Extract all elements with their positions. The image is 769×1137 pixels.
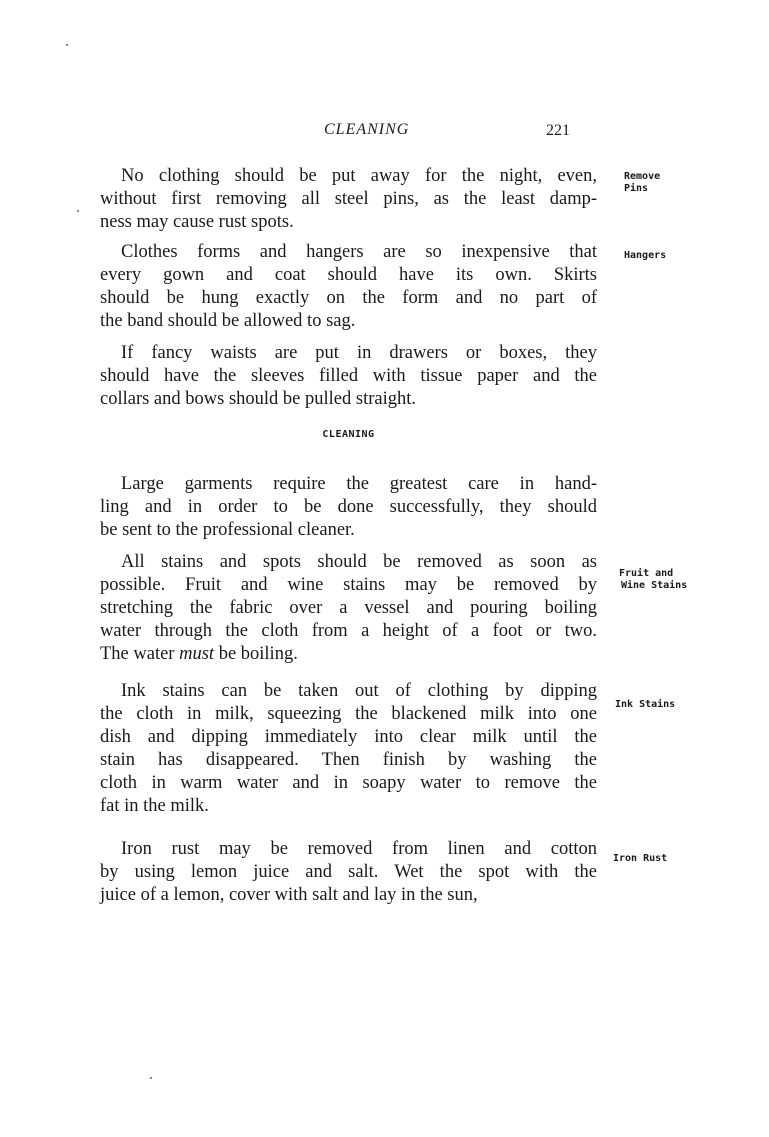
margin-note-line: Pins: [624, 183, 649, 194]
line-text: be sent to the professional cleaner.: [100, 520, 355, 540]
text-line: [100, 165, 597, 188]
line-text: possible. Fruit and wine stains may be removed by: [100, 575, 597, 595]
line-text: ness may cause rust spots.: [100, 212, 294, 232]
text-line: [100, 884, 597, 907]
text-line: [100, 241, 597, 264]
margin-note: [619, 568, 687, 592]
margin-note: [624, 250, 666, 262]
margin-note-line: Iron Rust: [613, 853, 668, 864]
line-text: cloth in warm water and in soapy water to remove the: [100, 773, 597, 793]
paragraph: [100, 473, 597, 542]
text-line: [100, 795, 597, 818]
text-line: [100, 749, 597, 772]
running-head: CLEANING: [324, 121, 410, 138]
line-text: All stains and spots should be removed as soon as: [121, 552, 597, 572]
line-text: If fancy waists are put in drawers or boxes, they: [121, 343, 597, 363]
paragraph: [100, 680, 597, 818]
line-text: fat in the milk.: [100, 796, 209, 816]
text-line: [100, 574, 597, 597]
paragraph: [100, 342, 597, 411]
line-text: ling and in order to be done successfully, they should: [100, 497, 597, 517]
text-line: [100, 188, 597, 211]
line-text: stain has disappeared. Then finish by washing the: [100, 750, 597, 770]
paragraph: [100, 165, 597, 234]
text-line: [100, 496, 597, 519]
text-line: [100, 551, 597, 574]
margin-note-line: Remove: [624, 171, 661, 182]
line-text: the band should be allowed to sag.: [100, 311, 356, 331]
line-text: should have the sleeves filled with tissue paper and the: [100, 366, 597, 386]
margin-note-line: Wine Stains: [621, 580, 688, 591]
line-text: stretching the fabric over a vessel and pouring boiling: [100, 598, 597, 618]
margin-note-line: Fruit and: [619, 568, 674, 579]
text-line: [100, 287, 597, 310]
paragraph: [100, 838, 597, 907]
text-line: [100, 838, 597, 861]
paragraph: [100, 241, 597, 333]
scan-speck: [66, 44, 68, 46]
text-line: [100, 703, 597, 726]
line-text: The water: [100, 644, 180, 664]
margin-note: [624, 171, 660, 195]
emphasis-text: must: [179, 644, 215, 664]
text-line: [100, 597, 597, 620]
line-text: without first removing all steel pins, as the least damp-: [100, 189, 597, 209]
text-line: [100, 620, 597, 643]
text-line: [100, 473, 597, 496]
text-line: [100, 519, 597, 542]
section-heading: CLEANING: [322, 429, 375, 440]
text-line: [100, 310, 597, 333]
line-text: the cloth in milk, squeezing the blackened milk into one: [100, 704, 597, 724]
margin-note: [613, 853, 667, 865]
line-text: collars and bows should be pulled straight.: [100, 389, 416, 409]
line-text: Large garments require the greatest care in hand-: [121, 474, 597, 494]
text-line: [100, 643, 597, 666]
scan-speck: [150, 1077, 152, 1079]
line-text: Clothes forms and hangers are so inexpensive that: [121, 242, 597, 262]
text-line: [100, 772, 597, 795]
margin-note-line: Hangers: [624, 250, 667, 261]
text-line: [100, 365, 597, 388]
scan-speck: [77, 210, 79, 212]
text-line: [100, 342, 597, 365]
line-text: No clothing should be put away for the night, even,: [121, 166, 597, 186]
text-line: [100, 680, 597, 703]
text-line: [100, 726, 597, 749]
text-line: [100, 388, 597, 411]
line-text: dish and dipping immediately into clear milk until the: [100, 727, 597, 747]
margin-note-line: Ink Stains: [615, 699, 676, 710]
paragraph: [100, 551, 597, 666]
line-text: Ink stains can be taken out of clothing by dipping: [121, 681, 597, 701]
line-text: juice of a lemon, cover with salt and lay in the sun,: [100, 885, 478, 905]
line-text: be boiling.: [214, 644, 298, 664]
text-line: [100, 861, 597, 884]
text-line: [100, 264, 597, 287]
line-text: water through the cloth from a height of a foot or two.: [100, 621, 597, 641]
line-text: every gown and coat should have its own. Skirts: [100, 265, 597, 285]
line-text: by using lemon juice and salt. Wet the spot with the: [100, 862, 597, 882]
line-text: Iron rust may be removed from linen and cotton: [121, 839, 597, 859]
line-text: should be hung exactly on the form and no part of: [100, 288, 597, 308]
text-line: [100, 211, 597, 234]
page-number: 221: [546, 122, 570, 139]
margin-note: [615, 699, 675, 711]
